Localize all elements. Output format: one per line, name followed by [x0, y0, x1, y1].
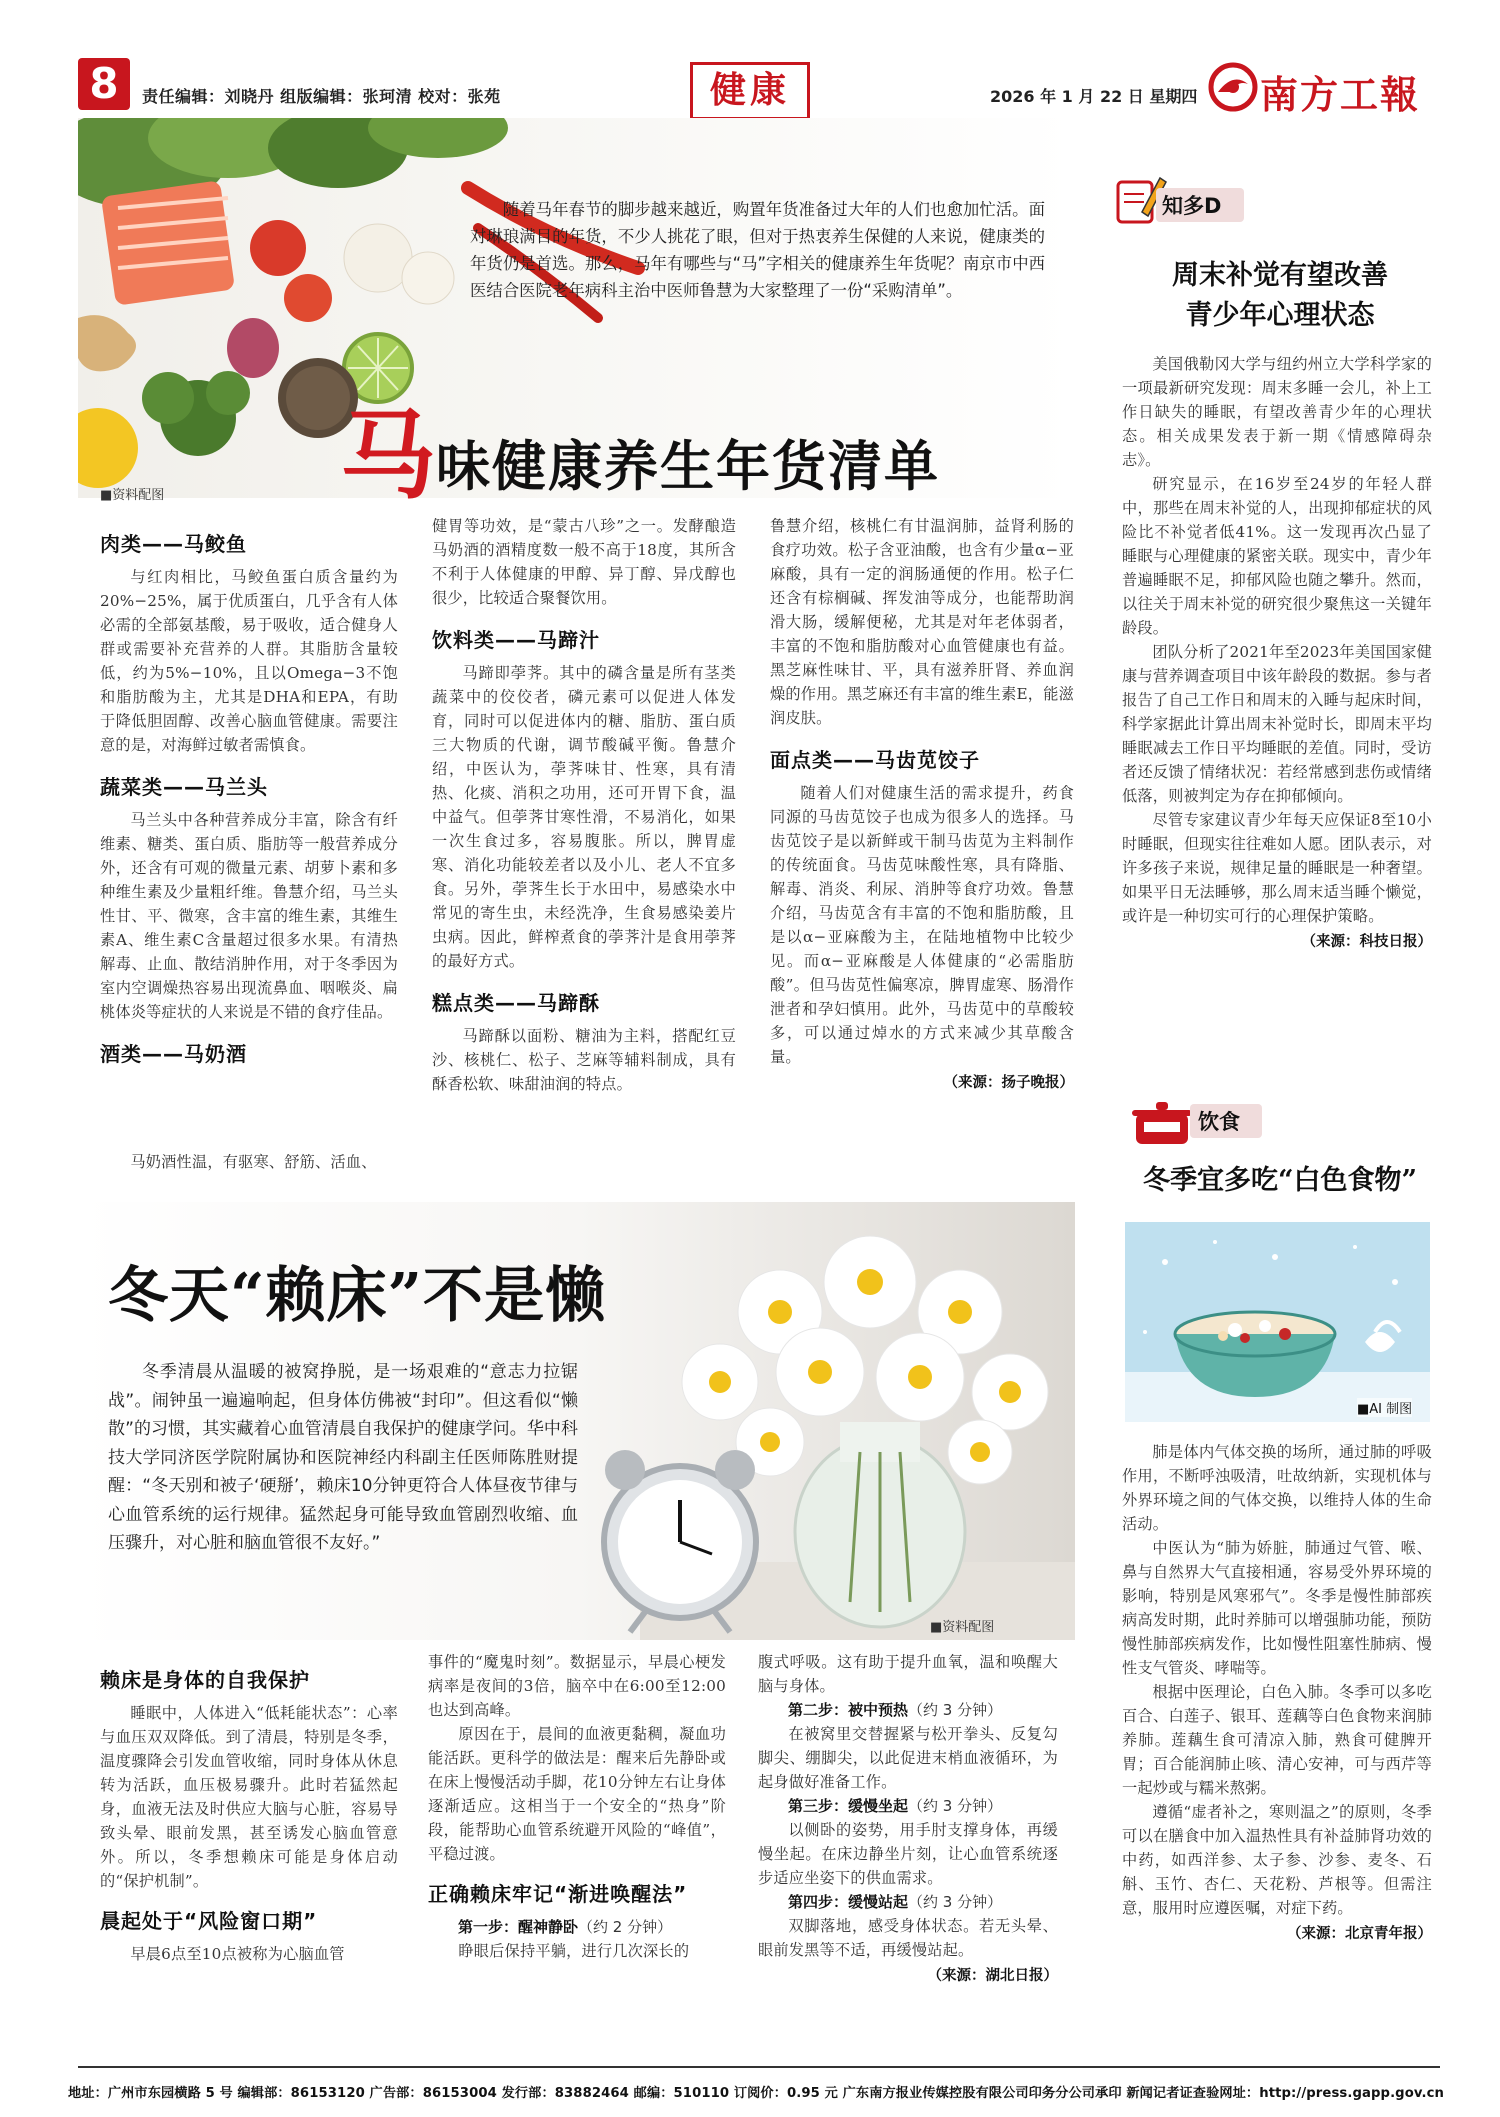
zhiduo-paragraph-3: 团队分析了2021年至2023年美国国家健康与营养调查项目中该年龄段的数据。参与者报告了自己工作日和周末的入睡与起床时间，科学家据此计算出周末补觉时长，即周末平均睡眠减去工作日平均睡眠的差值。同时，受访者还反馈了情绪状况：若经常感到悲伤或情绪低落，则被判定为存在抑郁倾向。	[1122, 643, 1432, 805]
lazy-source: （来源：湖北日报）	[927, 1968, 1058, 1984]
footer-divider	[78, 2066, 1440, 2068]
step-4-time: （约 3 分钟）	[908, 1893, 1003, 1911]
section-heading-wine: 酒类——马奶酒	[100, 1042, 247, 1066]
step-4-title: 第四步：缓慢站起	[788, 1893, 909, 1911]
yinshi-label: 饮食	[1198, 1110, 1240, 1134]
zhiduo-body	[1122, 352, 1432, 951]
zhiduo-paragraph-1: 美国俄勒冈大学与纽约州立大学科学家的一项最新研究发现：周末多睡一会儿，补上工作日缺失的睡眠，有望改善青少年的心理状态。相关成果发表于新一期《情感障碍杂志》。	[1122, 355, 1432, 469]
section-heading-veg: 蔬菜类——马兰头	[100, 775, 268, 799]
yinshi-paragraph-2: 中医认为“肺为娇脏，肺通过气管、喉、鼻与自然界大气直接相通，容易受外界环境的影响，特别是风寒邪气”。冬季是慢性肺部疾病高发时期，此时养肺可以增强肺功能，预防慢性肺部疾病发作，比如慢性阻塞性肺病、慢性支气管炎、哮喘等。	[1122, 1539, 1432, 1677]
issue-date: 2026 年 1 月 22 日 星期四	[990, 87, 1198, 106]
zhiduo-paragraph-2: 研究显示，在16岁至24岁的年轻人群中，那些在周末补觉的人，出现抑郁症状的风险比不补觉者低41%。这一发现再次凸显了睡眠与心理健康的紧密关联。现实中，青少年普遍睡眠不足，抑郁风险也随之攀升。然而，以往关于周末补觉的研究很少聚焦这一关键年龄段。	[1122, 475, 1432, 637]
zhiduo-title-line1: 周末补觉有望改善	[1172, 260, 1388, 291]
lazy-column-2	[428, 1650, 726, 1963]
masthead-emblem-icon	[1208, 62, 1258, 112]
step-1-time: （约 2 分钟）	[578, 1918, 673, 1936]
lazy-text-2b: 原因在于，晨间的血液更黏稠，凝血功能活跃。更科学的做法是：醒来后先静卧或在床上慢慢活动手脚，花10分钟左右让身体逐渐适应。这相当于一个安全的“热身”阶段，能帮助心血管系统避开风险的“峰值”，平稳过渡。	[428, 1725, 726, 1863]
zhiduo-badge	[1112, 178, 1242, 230]
soup-image-caption: ■AI 制图	[1357, 1398, 1412, 1417]
soup-bowl-illustration	[1125, 1222, 1430, 1422]
lazy-text-2-part1: 早晨6点至10点被称为心脑血管	[130, 1945, 345, 1963]
zhiduo-source: （来源：科技日报）	[1301, 934, 1432, 950]
section-text-dumpling: 随着人们对健康生活的需求提升，药食同源的马齿苋饺子也成为很多人的选择。马齿苋饺子是以新鲜或干制马齿苋为主料制作的传统面食。马齿苋味酸性寒，具有降脂、解毒、消炎、利尿、消肿等食疗功效。鲁慧介绍，马齿苋含有丰富的不饱和脂肪酸，且是以α−亚麻酸为主，在陆地植物中比较少见。而α−亚麻酸是人体健康的“必需脂肪酸”。但马齿苋性偏寒凉，脾胃虚寒、肠滑作泄者和孕妇慎用。此外，马齿苋中的草酸较多，可以通过焯水的方式来减少其草酸含量。	[770, 784, 1074, 1066]
step-3-title: 第三步：缓慢坐起	[788, 1797, 909, 1815]
footer-info: 地址：广州市东园横路 5 号 编辑部：86153120 广告部：86153004 发行部：83882464 邮编：510110 订阅价：0.95 元 广东南方报业传媒控股有限公司印务分公司承印 新闻记者证查验网址：http://press.gapp.gov.cn	[68, 2086, 1445, 2101]
step-3-text: 以侧卧的姿势，用手肘支撑身体，再缓慢坐起。在床边静坐片刻，让心血管系统逐步适应坐姿下的供血需求。	[758, 1821, 1058, 1887]
lazy-heading-2: 晨起处于“风险窗口期”	[100, 1909, 318, 1933]
soup-image	[1125, 1222, 1430, 1422]
section-text-pastry-part1: 马蹄酥以面粉、糖油为主料，搭配红豆沙、核桃仁、松子、芝麻等辅料制成，具有酥香松软、味甜油润的特点。	[432, 1027, 736, 1093]
editors-line: 责任编辑：刘晓丹 组版编辑：张珂清 校对：张苑	[142, 87, 501, 106]
section-text-meat: 与红肉相比，马鲛鱼蛋白质含量约为20%−25%，属于优质蛋白，几乎含有人体必需的全部氨基酸，易于吸收，适合健身人群或需要补充营养的人群。其脂肪含量较低，约为5%−10%，且以Omega−3不饱和脂肪酸为主，尤其是DHA和EPA，有助于降低胆固醇、改善心脑血管健康。需要注意的是，对海鲜过敏者需慎食。	[100, 568, 398, 754]
feature-column-1	[100, 522, 398, 1075]
section-heading-drink: 饮料类——马蹄汁	[432, 628, 600, 652]
zhiduo-title	[1110, 256, 1450, 336]
masthead-title: 南方工報	[1260, 72, 1421, 117]
lazy-column-3	[758, 1650, 1058, 1985]
zhiduo-paragraph-4: 尽管专家建议青少年每天应保证8至10小时睡眠，但现实往往难如人愿。团队表示，对许多孩子来说，规律足量的睡眠是一种奢望。如果平日无法睡够，那么周末适当睡个懒觉，或许是一种切实可行的心理保护策略。	[1122, 811, 1432, 925]
lazy-title: 冬天“赖床”不是懒	[108, 1261, 607, 1331]
step-1-text-part2: 腹式呼吸。这有助于提升血氧，温和唤醒大脑与身体。	[758, 1653, 1058, 1695]
step-2-label	[758, 1698, 1058, 1722]
page-number: 8	[78, 58, 130, 110]
lazy-intro: 冬季清晨从温暖的被窝挣脱，是一场艰难的“意志力拉锯战”。闹钟虽一遍遍响起，但身体仿佛被“封印”。但这看似“懒散”的习惯，其实藏着心血管清晨自我保护的健康学问。华中科技大学同济医学院附属协和医院神经内科副主任医师陈胜财提醒：“冬天别和被子‘硬掰’，赖床10分钟更符合人体昼夜节律与心血管系统的运行规律。猛然起身可能导致血管剧烈收缩、血压骤升，对心脏和脑血管很不友好。”	[108, 1362, 578, 1553]
step-4-label	[758, 1890, 1058, 1914]
lazy-image-caption: ■资料配图	[930, 1620, 995, 1635]
zhiduo-title-line2: 青少年心理状态	[1185, 300, 1375, 331]
yinshi-badge	[1132, 1098, 1272, 1148]
section-heading-pastry: 糕点类——马蹄酥	[432, 991, 600, 1015]
pot-icon	[1132, 1098, 1192, 1148]
feature-image-caption: ■资料配图	[100, 488, 165, 503]
feature-title-rest: 味健康养生年货清单	[436, 434, 940, 498]
yinshi-source: （来源：北京青年报）	[1287, 1926, 1432, 1942]
feature-title	[340, 380, 940, 517]
section-text-wine-part2: 健胃等功效，是“蒙古八珍”之一。发酵酿造马奶酒的酒精度数一般不高于18度，其所含不利于人体健康的甲醇、异丁醇、异戊醇也很少，比较适合聚餐饮用。	[432, 517, 736, 607]
wine-text-start	[100, 1150, 398, 1174]
step-1-label	[428, 1915, 726, 1939]
step-4-text: 双脚落地，感受身体状态。若无头晕、眼前发黑等不适，再缓慢站起。	[758, 1917, 1058, 1959]
section-text-pastry-part2: 鲁慧介绍，核桃仁有甘温润肺，益肾利肠的食疗功效。松子含亚油酸，也含有少量α−亚麻酸，具有一定的润肠通便的作用。松子仁还含有棕榈碱、挥发油等成分，也能帮助润滑大肠，缓解便秘，尤其是对年老体弱者，丰富的不饱和脂肪酸对心血管健康也有益。黑芝麻性味甘、平，具有滋养肝肾、养血润燥的作用。黑芝麻还有丰富的维生素E，能滋润皮肤。	[770, 517, 1074, 727]
lazy-column-1	[100, 1658, 398, 1966]
section-text-drink: 马蹄即荸荠。其中的磷含量是所有茎类蔬菜中的佼佼者，磷元素可以促进人体发育，同时可以促进体内的糖、脂肪、蛋白质三大物质的代谢，调节酸碱平衡。鲁慧介绍，中医认为，荸荠味甘、性寒，具有清热、化痰、消积之功用，还可开胃下食，温中益气。但荸荠甘寒性滑，不易消化，如果一次生食过多，容易腹胀。所以，脾胃虚寒、消化功能较差者以及小儿、老人不宜多食。另外，荸荠生长于水田中，易感染水中常见的寄生虫，未经洗净，生食易感染姜片虫病。因此，鲜榨煮食的荸荠汁是食用荸荠的最好方式。	[432, 664, 736, 970]
step-3-time: （约 3 分钟）	[908, 1797, 1003, 1815]
feature-column-2	[432, 514, 736, 1096]
yinshi-paragraph-4: 遵循“虚者补之，寒则温之”的原则，冬季可以在膳食中加入温热性具有补益肺肾功效的中药，如西洋参、太子参、沙参、麦冬、石斛、玉竹、杏仁、天花粉、芦根等。但需注意，服用时应遵医嘱，对症下药。	[1122, 1803, 1432, 1917]
masthead-logo	[1208, 62, 1438, 117]
lazy-text-1: 睡眠中，人体进入“低耗能状态”：心率与血压双双降低。到了清晨，特别是冬季，温度骤降会引发血管收缩，同时身体从休息转为活跃，血压极易骤升。此时若猛然起身，血液无法及时供应大脑与心脏，容易导致头晕、眼前发黑，甚至诱发心脑血管意外。所以，冬季想赖床可能是身体启动的“保护机制”。	[100, 1704, 398, 1890]
section-heading-meat: 肉类——马鲛鱼	[100, 532, 247, 556]
yinshi-title: 冬季宜多吃“白色食物”	[1142, 1165, 1418, 1196]
feature-intro: 随着马年春节的脚步越来越近，购置年货准备过大年的人们也愈加忙活。面对琳琅满目的年货，不少人挑花了眼，但对于热衷养生保健的人来说，健康类的年货仍是首选。那么，马年有哪些与“马”字相关的健康养生年货呢？南京市中西医结合医院老年病科主治中医师鲁慧为大家整理了一份“采购清单”。	[470, 200, 1045, 300]
step-2-text: 在被窝里交替握紧与松开拳头、反复勾脚尖、绷脚尖，以此促进末梢血液循环，为起身做好准备工作。	[758, 1725, 1058, 1791]
yinshi-body	[1122, 1440, 1432, 1943]
lazy-heading-1: 赖床是身体的自我保护	[100, 1668, 310, 1692]
feature-column-3	[770, 514, 1074, 1092]
feature-source: （来源：扬子晚报）	[943, 1075, 1074, 1091]
step-1-title: 第一步：醒神静卧	[458, 1918, 579, 1936]
yinshi-paragraph-3: 根据中医理论，白色入肺。冬季可以多吃百合、白莲子、银耳、莲藕等白色食物来润肺养肺。莲藕生食可清凉入肺，熟食可健脾开胃；百合能润肺止咳、清心安神，可与西芹等一起炒或与糯米熬粥。	[1122, 1683, 1432, 1797]
lazy-heading-3: 正确赖床牢记“渐进唤醒法”	[428, 1882, 688, 1906]
zhiduo-label: 知多D	[1162, 194, 1222, 218]
section-heading-dumpling: 面点类——马齿苋饺子	[770, 748, 980, 772]
step-1-text-part1: 睁眼后保持平躺，进行几次深长的	[458, 1942, 690, 1960]
section-text-veg: 马兰头中各种营养成分丰富，除含有纤维素、糖类、蛋白质、脂肪等一般营养成分外，还含有可观的微量元素、胡萝卜素和多种维生素及少量粗纤维。鲁慧介绍，马兰头性甘、平、微寒，含丰富的维生素，其维生素A、维生素C含量超过很多水果。有清热解毒、止血、散结消肿作用，对于冬季因为室内空调燥热容易出现流鼻血、咽喉炎、扁桃体炎等症状的人来说是不错的食疗佳品。	[100, 811, 398, 1021]
feature-title-big-char: 马	[340, 399, 436, 512]
step-3-label	[758, 1794, 1058, 1818]
lazy-text-2-part2: 事件的“魔鬼时刻”。数据显示，早晨心梗发病率是夜间的3倍，脑卒中在6:00至12:00也达到高峰。	[428, 1653, 726, 1719]
step-2-time: （约 3 分钟）	[908, 1701, 1003, 1719]
section-text-wine-part1: 马奶酒性温，有驱寒、舒筋、活血、	[130, 1153, 377, 1171]
yinshi-paragraph-1: 肺是体内气体交换的场所，通过肺的呼吸作用，不断呼浊吸清，吐故纳新，实现机体与外界环境之间的气体交换，以维持人体的生命活动。	[1122, 1443, 1432, 1533]
section-label: 健康	[690, 62, 810, 120]
step-2-title: 第二步：被中预热	[788, 1701, 909, 1719]
